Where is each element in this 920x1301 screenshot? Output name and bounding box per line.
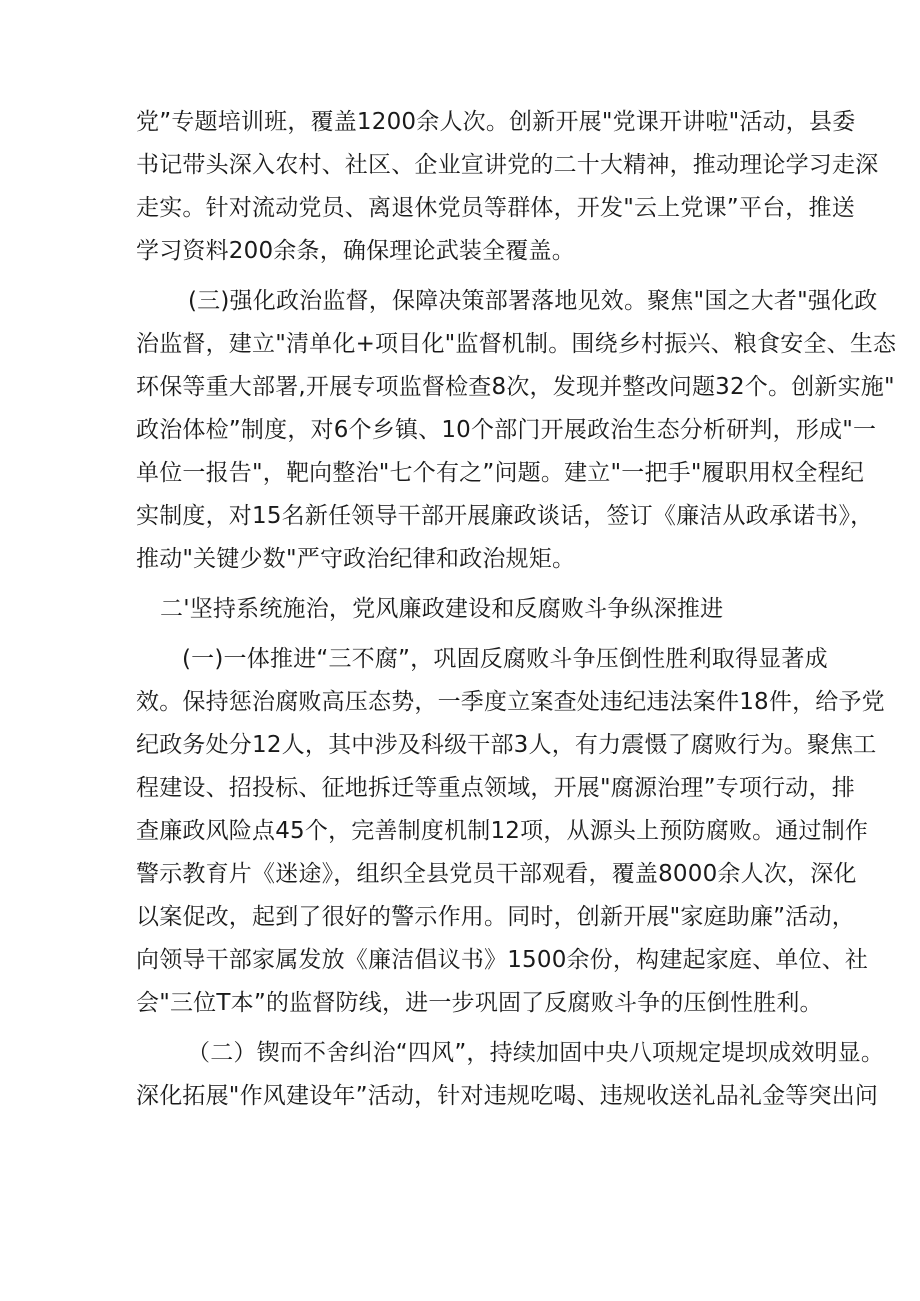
text-line: 程建设、招投标、征地拆迁等重点领域，开展"腐源治理”专项行动，排 <box>136 775 855 801</box>
text-line: 实制度，对15名新任领导干部开展廉政谈话，签订《廉洁从政承诺书》， <box>136 503 874 529</box>
text-line: 向领导干部家属发放《廉洁倡议书》1500余份，构建起家庭、单位、社 <box>136 947 869 973</box>
text-line: 政治体检”制度，对6个乡镇、10个部门开展政治生态分析研判，形成"一 <box>136 417 877 443</box>
subsection-heading-2: （二）锲而不舍纠治“四风”，持续加固中央八项规定堤坝成效明显。 <box>187 1040 885 1066</box>
text-line: 效。保持惩治腐败高压态势，一季度立案查处违纪违法案件18件，给予党 <box>136 689 885 715</box>
text-line: 环保等重大部署,开展专项监督检查8次，发现并整改问题32个。创新实施" <box>136 374 895 400</box>
text-line: 深化拓展"作风建设年”活动，针对违规吃喝、违规收送礼品礼金等突出问 <box>136 1083 879 1109</box>
section-heading-3: (三)强化政治监督，保障决策部署落地见效。聚焦"国之大者"强化政 <box>188 288 878 314</box>
section-heading-2: 二'坚持系统施治，党风廉政建设和反腐败斗争纵深推进 <box>160 596 724 622</box>
text-line: 党”专题培训班，覆盖1200余人次。创新开展"党课开讲啦"活动，县委 <box>136 109 856 135</box>
text-line: 查廉政风险点45个，完善制度机制12项，从源头上预防腐败。通过制作 <box>136 818 869 844</box>
text-line: 警示教育片《迷途》，组织全县党员干部观看，覆盖8000余人次，深化 <box>136 861 857 887</box>
text-line: 学习资料200余条，确保理论武装全覆盖。 <box>136 238 575 264</box>
text-line: 治监督，建立"清单化+项目化"监督机制。围绕乡村振兴、粮食安全、生态 <box>136 331 897 357</box>
text-line: 单位一报告"，靶向整治"七个有之”问题。建立"一把手"履职用权全程纪 <box>136 460 865 486</box>
subsection-heading-1: (一)一体推进“三不腐”，巩固反腐败斗争压倒性胜利取得显著成 <box>182 646 828 672</box>
text-line: 会"三位T本”的监督防线，进一步巩固了反腐败斗争的压倒性胜利。 <box>136 990 823 1016</box>
text-line: 走实。针对流动党员、离退休党员等群体，开发"云上党课”平台，推送 <box>136 195 855 221</box>
text-line: 书记带头深入农村、社区、企业宣讲党的二十大精神，推动理论学习走深 <box>136 152 879 178</box>
text-line: 纪政务处分12人，其中涉及科级干部3人，有力震慑了腐败行为。聚焦工 <box>136 732 877 758</box>
text-line: 推动"关键少数"严守政治纪律和政治规矩。 <box>136 546 576 572</box>
text-line: 以案促改，起到了很好的警示作用。同时，创新开展"家庭助廉”活动， <box>136 904 855 930</box>
